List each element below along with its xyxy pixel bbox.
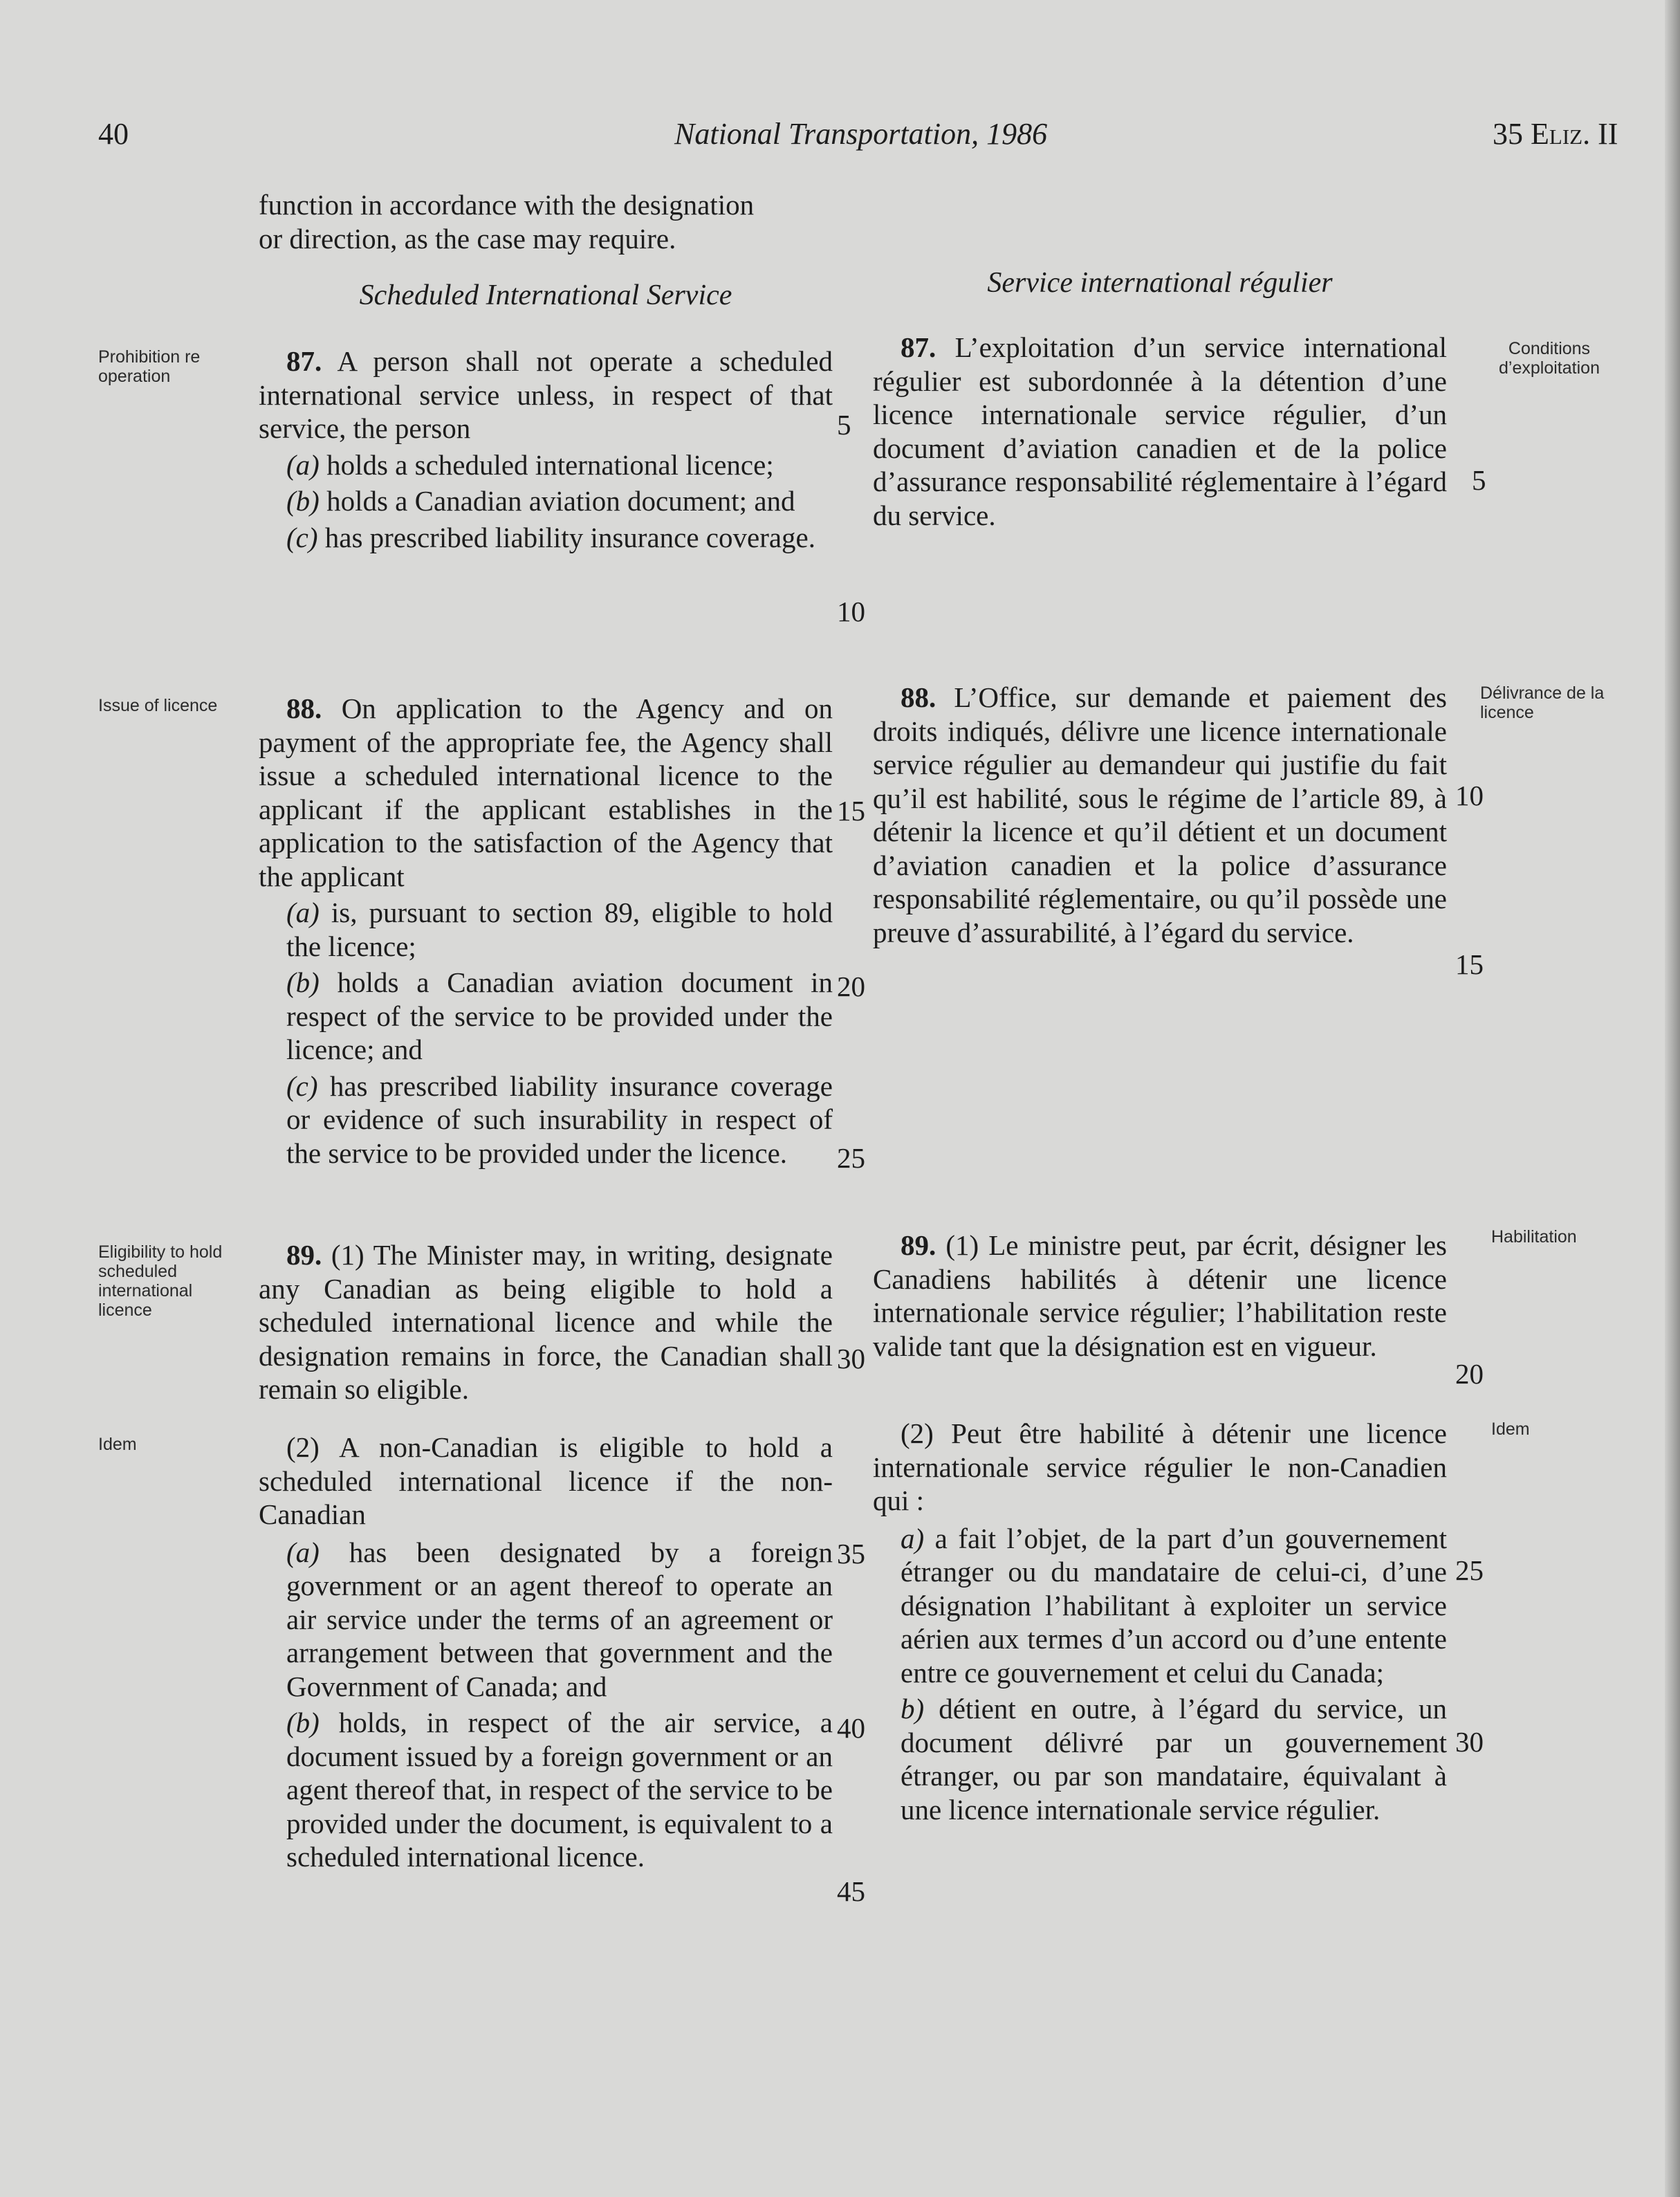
marginal-note-prohibition: Prohibition re operation: [98, 347, 201, 386]
section-number: 89.: [901, 1229, 936, 1261]
line-number: 5: [837, 409, 851, 441]
para-label: (c): [286, 521, 318, 553]
line-number: 25: [837, 1142, 865, 1174]
marginal-note-habilitation: Habilitation: [1491, 1227, 1577, 1247]
line-number: 20: [837, 971, 865, 1002]
regnal-year: 35 Eliz. II: [1493, 117, 1618, 151]
line-number: 5: [1472, 464, 1486, 496]
continuation-line-2: or direction, as the case may require.: [259, 222, 676, 255]
line-number: 10: [1455, 780, 1484, 811]
para-label: (a): [286, 1536, 320, 1568]
para-label: (a): [286, 448, 320, 481]
para-label: (c): [286, 1069, 318, 1102]
line-number: 20: [1455, 1358, 1484, 1390]
line-number: 25: [1455, 1554, 1484, 1586]
para-text: is, pursuant to section 89, eligible to hold the licence;: [286, 897, 833, 962]
para-text: has been designated by a foreign government or an agent thereof to operate an air service under the terms of an agreement or arrangement between that government and the Government of Canada; and: [286, 1536, 833, 1702]
section-number: 87.: [901, 331, 936, 363]
english-section-87: [259, 344, 833, 554]
english-section-heading: Scheduled International Service: [359, 279, 732, 311]
section-number: 87.: [286, 345, 322, 377]
page-number: 40: [98, 117, 129, 151]
line-number: 30: [1455, 1726, 1484, 1758]
section-text: (1) Le ministre peut, par écrit, désigner les Canadiens habilités à détenir une licence internationale service régulier; l’habilitation reste valide tant que la désignation est en vigueur.: [873, 1229, 1447, 1362]
french-section-89-2: [873, 1417, 1447, 1826]
subsection-text: (2) A non-Canadian is eligible to hold a scheduled international licence if the non-Canadian: [259, 1431, 833, 1530]
section-text: L’Office, sur demande et paiement des droits indiqués, délivre une licence internationale service régulier au demandeur qui justifie du fait qu’il est habilité, sous le régime de l’article 89, à détenir la licence et qu’il détient et un document d’aviation canadien et la police d’assurance responsabilité réglementaire, ou qu’il possède une preuve d’assurabilité, à l’égard du service.: [873, 681, 1448, 948]
line-number: 15: [1455, 948, 1484, 980]
para-label: (b): [286, 966, 320, 998]
para-text: holds a scheduled international licence;: [326, 448, 774, 481]
continuation-line-1: function in accordance with the designation: [259, 189, 755, 221]
english-section-89-1: [259, 1238, 833, 1406]
line-number: 45: [837, 1875, 865, 1907]
section-number: 88.: [286, 692, 322, 724]
line-number: 30: [837, 1343, 865, 1375]
marginal-note-idem-fr: Idem: [1491, 1419, 1530, 1439]
marginal-note-delivrance: Délivrance de la licence: [1480, 683, 1605, 722]
para-label: (b): [286, 1707, 320, 1738]
para-text: holds a Canadian aviation document in respect of the service to be provided under the licence; and: [286, 966, 833, 1065]
para-label: (b): [286, 485, 320, 517]
section-number: 88.: [901, 681, 936, 713]
english-section-88: [259, 692, 833, 1170]
french-section-heading: Service international régulier: [987, 267, 1333, 299]
french-section-88: [873, 681, 1447, 949]
para-text: has prescribed liability insurance coverage or evidence of such insurability in respect of the service to be provided under the licence.: [286, 1069, 833, 1169]
section-text: A person shall not operate a scheduled international service unless, in respect of that service, the person: [259, 345, 833, 444]
para-text: détient en outre, à l’égard du service, un document délivré par un gouvernement étranger, ou par son mandataire, équivalant à une licence internationale service régulier.: [901, 1693, 1447, 1826]
para-label: a): [901, 1522, 925, 1554]
para-text: a fait l’objet, de la part d’un gouvernement étranger ou du mandataire de celui-ci, d’une désignation l’habilitant à exploiter un service aérien aux termes d’un accord ou d’une entente entre ce gouvernement et celui du Canada;: [901, 1522, 1448, 1689]
line-number: 40: [837, 1712, 865, 1744]
english-continuation: [259, 188, 833, 255]
para-label: (a): [286, 897, 320, 928]
marginal-note-idem: Idem: [98, 1435, 137, 1454]
section-text: (1) The Minister may, in writing, designate any Canadian as being eligible to hold a scheduled international licence and while the designation remains in force, the Canadian shall remain so eligible.: [259, 1239, 833, 1405]
line-number: 35: [837, 1538, 865, 1570]
marginal-note-conditions: Conditions d’exploitation: [1499, 339, 1600, 378]
english-section-89-2: [259, 1431, 833, 1874]
running-title: National Transportation, 1986: [674, 117, 1048, 151]
subsection-text: (2) Peut être habilité à détenir une licence internationale service régulier le non-Canadien qui :: [873, 1417, 1447, 1516]
marginal-note-eligibility: Eligibility to hold scheduled international licence: [98, 1242, 223, 1320]
section-number: 89.: [286, 1239, 322, 1271]
line-number: 10: [837, 596, 865, 627]
section-text: On application to the Agency and on payment of the appropriate fee, the Agency shall issue a scheduled international licence to the applicant if the applicant establishes in the application to the satisfaction of the Agency that the applicant: [259, 692, 833, 892]
french-section-89-1: [873, 1229, 1447, 1363]
page-edge-shadow: [1665, 0, 1680, 2197]
para-text: has prescribed liability insurance coverage.: [324, 521, 815, 553]
french-section-87: [873, 331, 1447, 532]
section-text: L’exploitation d’un service international régulier est subordonnée à la détention d’une licence internationale service régulier, d’un document d’aviation canadien et de la police d’assurance responsabilité réglementaire à l’égard du service.: [873, 331, 1448, 531]
para-label: b): [901, 1693, 925, 1725]
para-text: holds a Canadian aviation document; and: [326, 485, 795, 517]
line-number: 15: [837, 795, 865, 827]
para-text: holds, in respect of the air service, a document issued by a foreign government or an agent thereof that, in respect of the service to be provided under the document, is equivalent to a scheduled international licence.: [286, 1707, 833, 1873]
marginal-note-issue: Issue of licence: [98, 696, 218, 715]
